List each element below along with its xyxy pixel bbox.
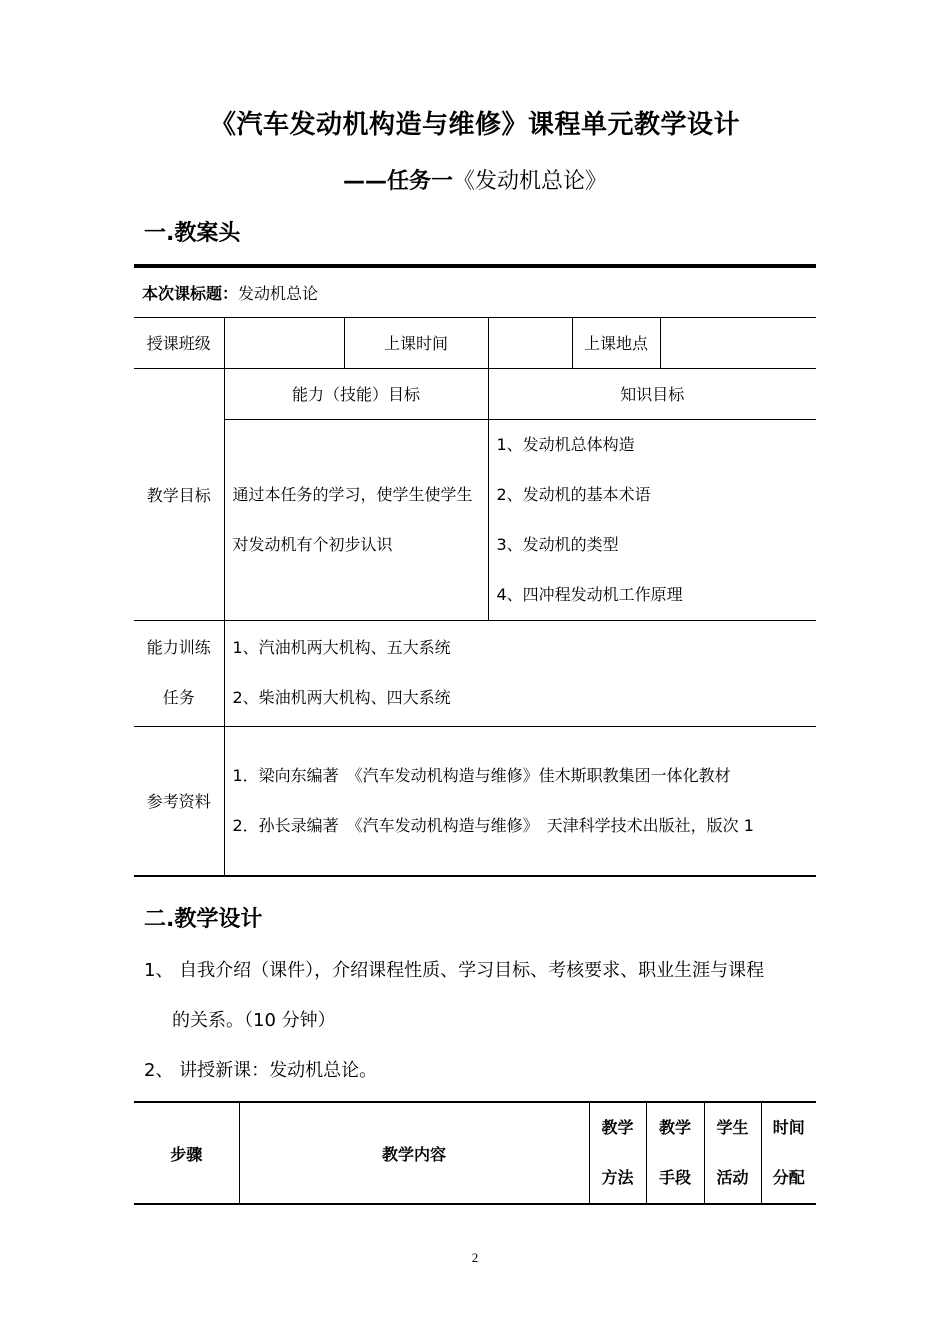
ability-line: 通过本任务的学习，使学生使学生: [232, 484, 473, 504]
header-activity: [704, 1102, 761, 1204]
training-label-line: 能力训练: [146, 638, 211, 657]
header-means-line: 手段: [658, 1168, 691, 1187]
training-label: [134, 620, 224, 726]
time-label: 上课时间: [344, 317, 488, 368]
knowledge-item: 4、四冲程发动机工作原理: [496, 584, 683, 604]
teaching-design-table: [134, 1101, 816, 1205]
paragraph-intro: [144, 946, 824, 1096]
header-method: [589, 1102, 646, 1204]
paragraph-new-lesson: 2、 讲授新课：发动机总论。: [144, 1060, 378, 1081]
lesson-title-value: 发动机总论: [238, 283, 319, 303]
document-subtitle: [0, 164, 950, 195]
knowledge-objective-content: [488, 419, 816, 620]
lesson-title-cell: [134, 266, 816, 317]
header-activity-line: 活动: [716, 1168, 749, 1187]
ability-objective-content: [224, 419, 488, 620]
place-label: 上课地点: [572, 317, 660, 368]
paragraph-line: 1、 自我介绍（课件），介绍课程性质、学习目标、考核要求、职业生涯与课程: [144, 960, 765, 981]
section-heading-lesson-header: 一.教案头: [144, 221, 241, 246]
header-means: [646, 1102, 704, 1204]
page-number: 2: [471, 1250, 479, 1265]
subtitle-name: 《发动机总论》: [453, 169, 608, 194]
reference-item: 1．梁向东编著 《汽车发动机构造与维修》佳木斯职教集团一体化教材: [232, 765, 731, 785]
lesson-title-label: 本次课标题：: [142, 283, 239, 303]
time-value: [488, 317, 572, 368]
ability-line: 对发动机有个初步认识: [232, 534, 393, 554]
document-title: 《汽车发动机构造与维修》课程单元教学设计: [209, 110, 740, 140]
reference-content: [224, 726, 816, 876]
training-item: 1、汽油机两大机构、五大系统: [232, 638, 451, 657]
header-method-line: 教学: [601, 1118, 634, 1137]
place-value: [660, 317, 816, 368]
training-label-line: 任务: [162, 688, 195, 707]
class-label: 授课班级: [134, 317, 224, 368]
knowledge-item: 2、发动机的基本术语: [496, 484, 651, 504]
lesson-header-table: [134, 264, 816, 877]
paragraph-line: 的关系。（10 分钟）: [172, 1010, 336, 1031]
class-value: [224, 317, 344, 368]
knowledge-item: 1、发动机总体构造: [496, 434, 635, 454]
header-time-line: 时间: [772, 1118, 805, 1137]
reference-label: 参考资料: [134, 726, 224, 876]
knowledge-item: 3、发动机的类型: [496, 534, 619, 554]
ability-objective-header: 能力（技能）目标: [224, 368, 488, 419]
knowledge-objective-header: 知识目标: [488, 368, 816, 419]
header-means-line: 教学: [658, 1118, 691, 1137]
header-content: 教学内容: [239, 1102, 589, 1204]
subtitle-task: ——任务一: [342, 169, 453, 194]
objectives-label: 教学目标: [134, 368, 224, 620]
section-heading-teaching-design: 二.教学设计: [144, 907, 263, 932]
header-method-line: 方法: [601, 1168, 634, 1187]
header-time-line: 分配: [772, 1168, 805, 1187]
header-step: 步骤: [134, 1102, 239, 1204]
training-content: [224, 620, 816, 726]
header-activity-line: 学生: [716, 1118, 749, 1137]
training-item: 2、柴油机两大机构、四大系统: [232, 688, 451, 707]
header-time: [761, 1102, 816, 1204]
reference-item: 2．孙长录编著 《汽车发动机构造与维修》 天津科学技术出版社，版次 1: [232, 815, 754, 835]
